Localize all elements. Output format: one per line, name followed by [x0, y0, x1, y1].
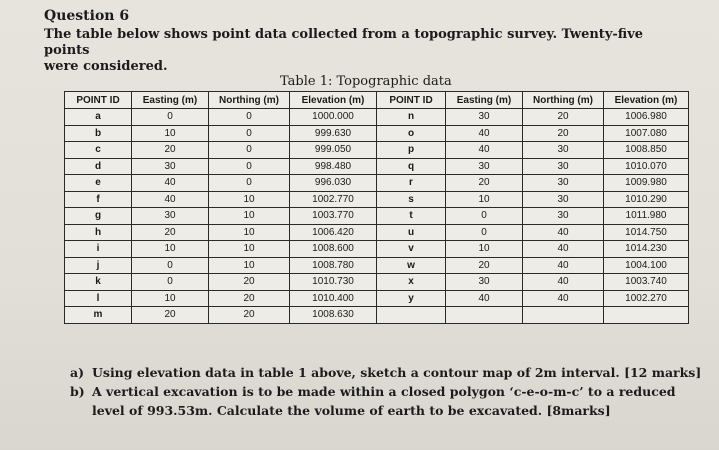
task-label: a) [70, 365, 85, 380]
table-row [65, 191, 689, 208]
table-cell: 40 [523, 241, 604, 258]
table-cell: 999.630 [290, 125, 377, 142]
table-cell: 0 [209, 175, 290, 192]
point-id-cell: h [65, 224, 132, 241]
task-b-continued: level of 993.53m. Calculate the volume of earth to be excavated. [8marks] [92, 403, 611, 418]
task-a [70, 363, 710, 382]
table-row [65, 224, 689, 241]
table-cell: 1009.980 [604, 175, 689, 192]
table-cell: 1008.780 [290, 257, 377, 274]
point-id-cell: t [377, 208, 446, 225]
point-id-cell: e [65, 175, 132, 192]
table-cell: 30 [132, 158, 209, 175]
table-caption: Table 1: Topographic data [280, 74, 452, 89]
intro-line-1: The table below shows point data collected from a topographic survey. Twenty-five points [44, 27, 644, 58]
question-intro [44, 27, 684, 75]
col-header: POINT ID [377, 92, 446, 109]
table-cell: 1003.770 [290, 208, 377, 225]
table-cell: 998.480 [290, 158, 377, 175]
table-cell: 1003.740 [604, 274, 689, 291]
col-header: Northing (m) [523, 92, 604, 109]
table-cell: 0 [132, 109, 209, 126]
table-cell: 40 [132, 191, 209, 208]
topographic-data-table [64, 91, 689, 324]
table-cell: 1014.750 [604, 224, 689, 241]
task-list [70, 363, 710, 420]
point-id-cell: i [65, 241, 132, 258]
table-cell: 40 [132, 175, 209, 192]
task-text: Using elevation data in table 1 above, sketch a contour map of 2m interval. [12 marks] [92, 365, 702, 380]
table-row [65, 158, 689, 175]
point-id-cell: f [65, 191, 132, 208]
table-cell: 10 [209, 241, 290, 258]
table-row [65, 307, 689, 324]
table-cell: 1008.600 [290, 241, 377, 258]
table-cell: 1014.230 [604, 241, 689, 258]
table-row [65, 241, 689, 258]
table-cell: 1010.400 [290, 290, 377, 307]
table-cell [523, 307, 604, 324]
table-cell: 1011.980 [604, 208, 689, 225]
table-cell: 20 [132, 307, 209, 324]
table-cell: 0 [132, 257, 209, 274]
point-id-cell: j [65, 257, 132, 274]
table-cell: 0 [209, 109, 290, 126]
point-id-cell: s [377, 191, 446, 208]
table-cell: 20 [446, 257, 523, 274]
table-cell: 1010.290 [604, 191, 689, 208]
point-id-cell: x [377, 274, 446, 291]
col-header: Elevation (m) [290, 92, 377, 109]
table-row [65, 142, 689, 159]
point-id-cell: m [65, 307, 132, 324]
table-cell: 40 [523, 274, 604, 291]
table-cell: 40 [446, 125, 523, 142]
table-cell: 996.030 [290, 175, 377, 192]
table-cell: 20 [132, 142, 209, 159]
table-cell: 30 [523, 158, 604, 175]
table-cell: 30 [523, 142, 604, 159]
table-cell: 20 [523, 125, 604, 142]
table-cell: 1002.270 [604, 290, 689, 307]
table-cell: 40 [523, 224, 604, 241]
table-cell [446, 307, 523, 324]
table-cell: 1008.630 [290, 307, 377, 324]
intro-line-2: were considered. [44, 59, 168, 74]
table-cell: 20 [209, 307, 290, 324]
table-cell: 10 [209, 208, 290, 225]
table-cell: 40 [446, 290, 523, 307]
table-cell: 1008.850 [604, 142, 689, 159]
question-title: Question 6 [44, 8, 130, 24]
table-cell: 30 [523, 191, 604, 208]
table-cell: 30 [132, 208, 209, 225]
table-cell: 10 [446, 191, 523, 208]
table-row [65, 274, 689, 291]
col-header: POINT ID [65, 92, 132, 109]
table-cell: 10 [209, 257, 290, 274]
point-id-cell: b [65, 125, 132, 142]
task-b [70, 382, 710, 401]
point-id-cell: c [65, 142, 132, 159]
table-header-row [65, 92, 689, 109]
point-id-cell: q [377, 158, 446, 175]
table-cell: 10 [209, 224, 290, 241]
table-body [65, 109, 689, 324]
table-cell: 30 [446, 274, 523, 291]
table-cell: 1002.770 [290, 191, 377, 208]
table-cell: 1010.730 [290, 274, 377, 291]
table-cell: 30 [446, 158, 523, 175]
table-cell: 40 [446, 142, 523, 159]
point-id-cell: y [377, 290, 446, 307]
point-id-cell [377, 307, 446, 324]
table-cell: 20 [132, 224, 209, 241]
table-cell: 10 [132, 125, 209, 142]
table-row [65, 290, 689, 307]
point-id-cell: p [377, 142, 446, 159]
col-header: Northing (m) [209, 92, 290, 109]
point-id-cell: d [65, 158, 132, 175]
table-cell: 1004.100 [604, 257, 689, 274]
table-row [65, 175, 689, 192]
table-cell: 10 [132, 241, 209, 258]
point-id-cell: r [377, 175, 446, 192]
table-cell: 999.050 [290, 142, 377, 159]
table-row [65, 208, 689, 225]
col-header: Easting (m) [132, 92, 209, 109]
table-cell: 10 [446, 241, 523, 258]
table-row [65, 109, 689, 126]
table-cell: 40 [523, 290, 604, 307]
table-cell: 0 [209, 125, 290, 142]
col-header: Easting (m) [446, 92, 523, 109]
table-cell: 40 [523, 257, 604, 274]
table-row [65, 125, 689, 142]
point-id-cell: a [65, 109, 132, 126]
table-cell: 1010.070 [604, 158, 689, 175]
point-id-cell: k [65, 274, 132, 291]
table-cell: 1000.000 [290, 109, 377, 126]
table-cell [604, 307, 689, 324]
table-cell: 30 [523, 208, 604, 225]
table-cell: 30 [446, 109, 523, 126]
point-id-cell: o [377, 125, 446, 142]
table-cell: 0 [446, 224, 523, 241]
table-cell: 1006.420 [290, 224, 377, 241]
point-id-cell: u [377, 224, 446, 241]
table-cell: 10 [209, 191, 290, 208]
table-cell: 1007.080 [604, 125, 689, 142]
point-id-cell: v [377, 241, 446, 258]
point-id-cell: l [65, 290, 132, 307]
table-cell: 0 [132, 274, 209, 291]
table-cell: 1006.980 [604, 109, 689, 126]
table-cell: 0 [209, 142, 290, 159]
point-id-cell: g [65, 208, 132, 225]
point-id-cell: w [377, 257, 446, 274]
table-cell: 20 [446, 175, 523, 192]
table-cell: 0 [209, 158, 290, 175]
table-row [65, 257, 689, 274]
table-cell: 30 [523, 175, 604, 192]
point-id-cell: n [377, 109, 446, 126]
table-cell: 20 [523, 109, 604, 126]
table-cell: 20 [209, 290, 290, 307]
task-label: b) [70, 384, 85, 399]
table-cell: 20 [209, 274, 290, 291]
table-cell: 10 [132, 290, 209, 307]
col-header: Elevation (m) [604, 92, 689, 109]
task-text: A vertical excavation is to be made within a closed polygon ‘c-e-o-m-c’ to a reduced [92, 384, 676, 399]
table-cell: 0 [446, 208, 523, 225]
